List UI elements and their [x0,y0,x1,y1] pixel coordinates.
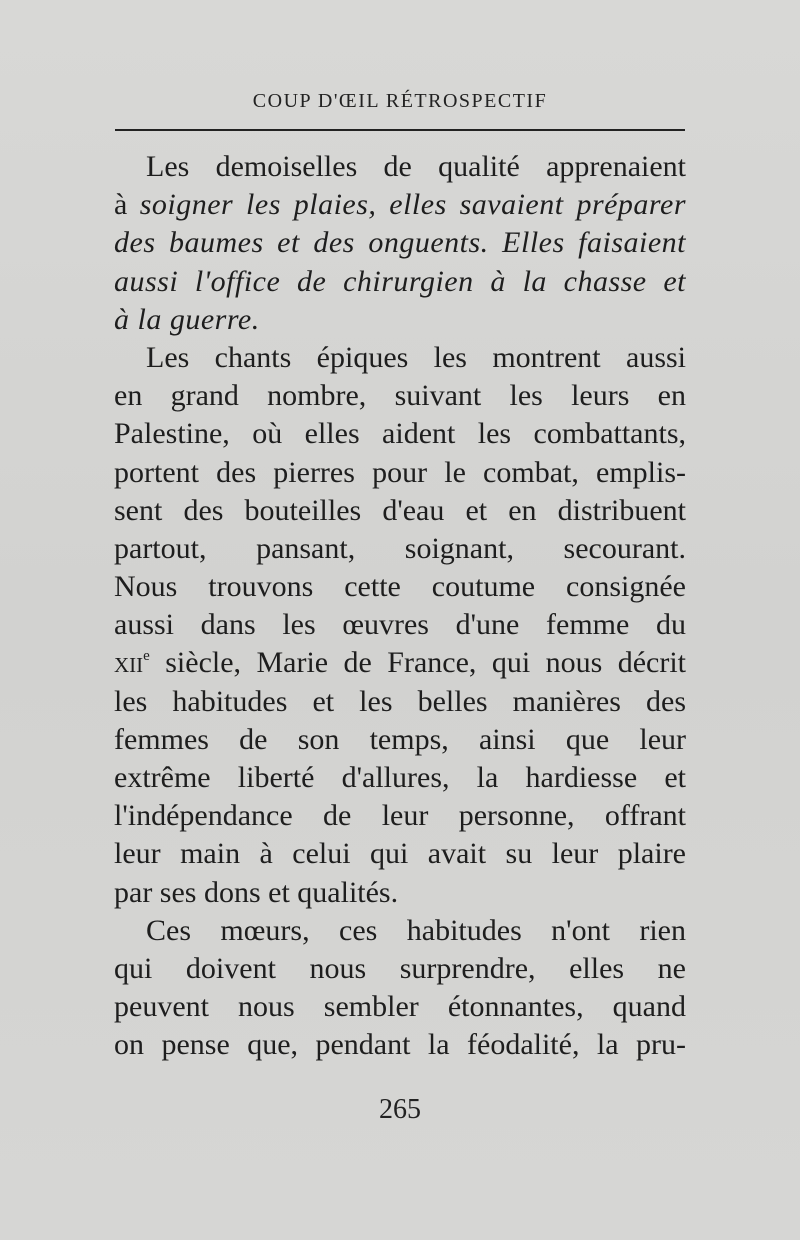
text-line-rest: siècle, Marie de France, qui nous décrit [149,646,686,680]
italic-text-line: aussi l'office de chirurgien à la chasse et [114,264,686,298]
text-line-start: à [114,188,140,222]
century-numeral: xii [114,646,144,680]
text-line: on pense que, pendant la féodalité, la pru- [114,1028,686,1062]
text-line: Les demoiselles de qualité apprenaient [146,150,686,183]
text-line: aussi dans les œuvres d'une femme du [114,608,686,642]
text-line: Les chants épiques les montrent aussi [146,340,686,374]
page-number: 265 [379,1094,421,1125]
italic-text: soigner les plaies, elles savaient préparer [139,188,686,222]
text-line: partout, pansant, soignant, secourant. [114,531,686,565]
text-line: leur main à celui qui avait su leur plaire [114,837,686,871]
text-line [114,644,686,682]
text-line: peuvent nous sembler étonnantes, quand [114,990,686,1024]
text-line: Nous trouvons cette coutume consignée [114,570,686,604]
text-line: par ses dons et qualités. [114,875,399,909]
page-body-text [114,148,686,1065]
text-line: Palestine, où elles aident les combattants, [114,417,686,451]
text-line [114,186,686,224]
text-line: femmes de son temps, ainsi que leur [114,722,686,756]
text-line: sent des bouteilles d'eau et en distribuent [114,493,686,527]
header-rule [115,129,685,131]
italic-text-line: des baumes et des onguents. Elles faisaient [114,226,686,260]
text-line: l'indépendance de leur personne, offrant [114,799,686,833]
text-line: qui doivent nous surprendre, elles ne [114,951,686,985]
text-line: portent des pierres pour le combat, emplis- [114,455,686,489]
text-line: les habitudes et les belles manières des [114,684,686,718]
text-line: Ces mœurs, ces habitudes n'ont rien [146,913,686,947]
superscript-e: e [143,648,150,665]
italic-text-line: à la guerre. [114,302,260,336]
text-line: extrême liberté d'allures, la hardiesse et [114,761,686,794]
running-title: COUP D'ŒIL RÉTROSPECTIF [252,90,548,112]
text-line: en grand nombre, suivant les leurs en [114,379,686,413]
